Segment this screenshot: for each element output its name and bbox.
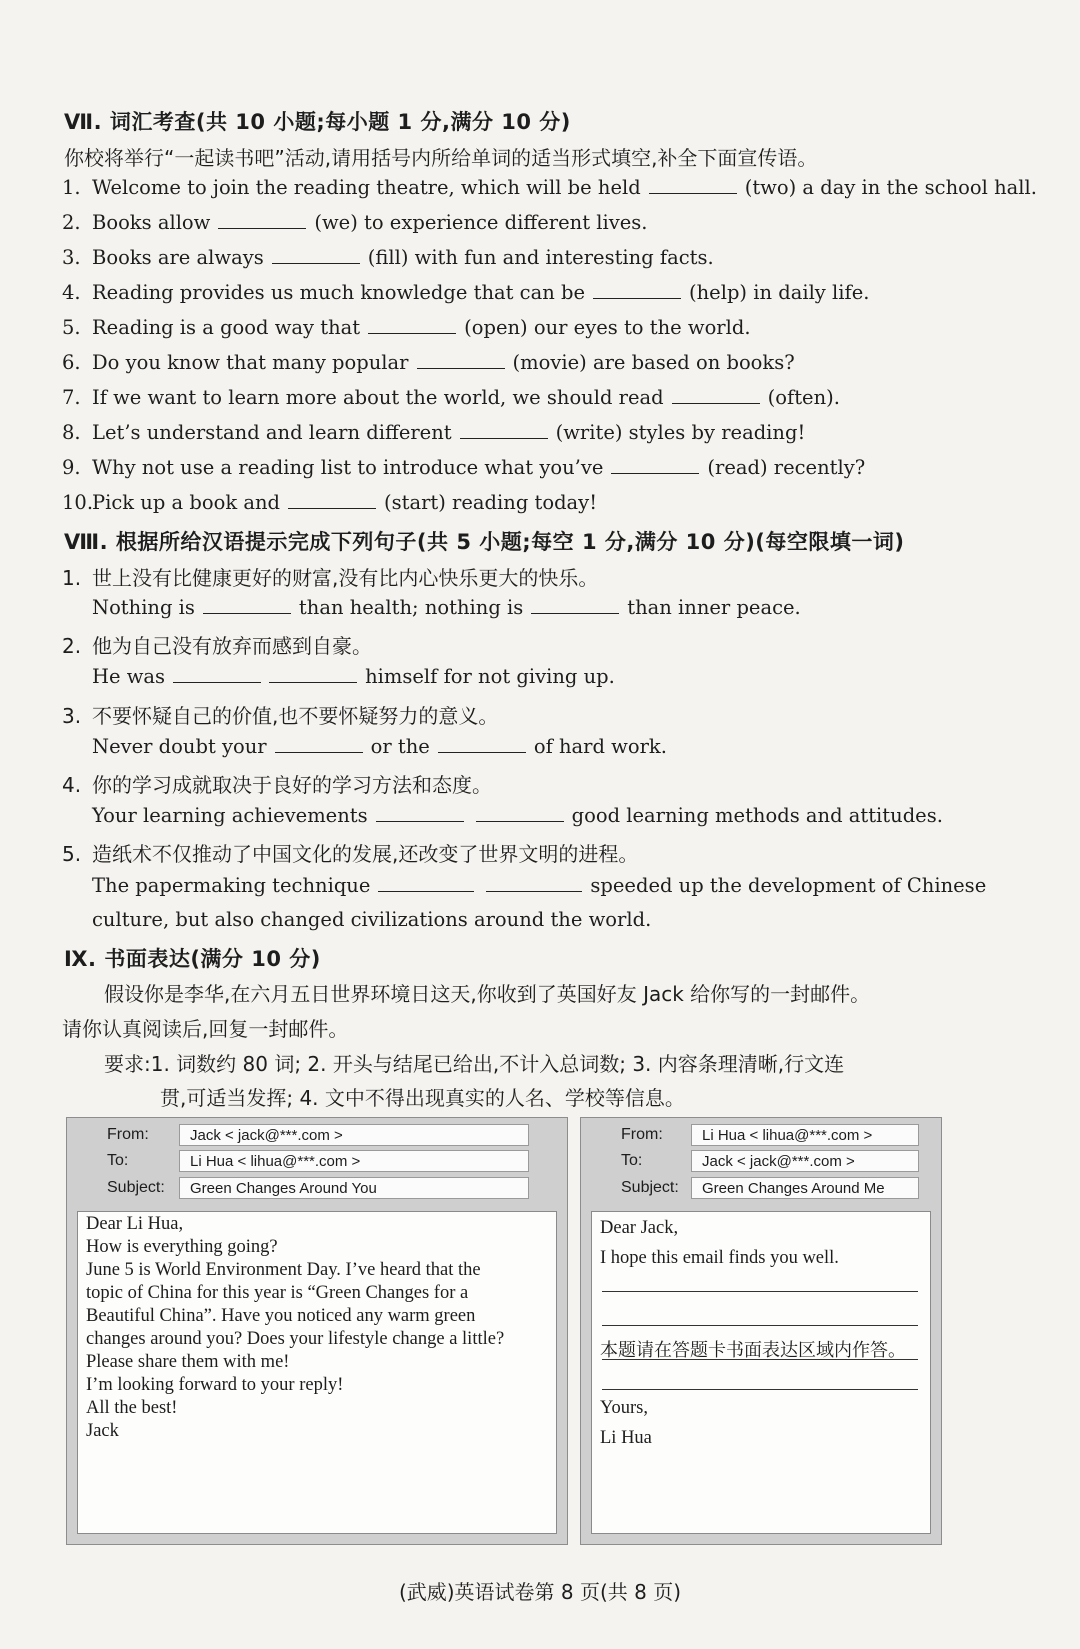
translation-item-4-cn — [62, 769, 492, 798]
from-label: From: — [107, 1126, 149, 1143]
email-from-row — [593, 1124, 931, 1148]
writing-requirements-line2: 贯,可适当发挥; 4. 文中不得出现真实的人名、学校等信息。 — [160, 1086, 685, 1110]
item-number: 4. — [62, 281, 81, 304]
item-text-after: (open) our eyes to the world. — [464, 316, 751, 339]
writing-requirements-line1: 要求:1. 词数约 80 词; 2. 开头与结尾已给出,不计入总词数; 3. 内容条理清晰,行文连 — [104, 1052, 845, 1076]
sentence-part: good learning methods and attitudes. — [571, 804, 943, 827]
answer-blank — [218, 227, 306, 229]
item-text-before: Do you know that many popular — [92, 351, 409, 374]
answer-sheet-note: 本题请在答题卡书面表达区域内作答。 — [600, 1340, 906, 1360]
subject-label: Subject: — [107, 1179, 165, 1196]
item-text-before: Let’s understand and learn different — [92, 421, 452, 444]
item-text-after: (write) styles by reading! — [555, 421, 806, 444]
item-number: 5. — [62, 842, 82, 866]
writing-line — [602, 1358, 918, 1360]
answer-blank — [272, 262, 360, 264]
email-line: Beautiful China”. Have you noticed any warm green — [86, 1306, 476, 1326]
item-text-after: (movie) are based on books? — [512, 351, 795, 374]
email-closing: Yours, — [600, 1398, 648, 1418]
sentence-part: or the — [370, 735, 430, 758]
email-signature: Jack — [86, 1421, 119, 1441]
sentence-part: speeded up the development of Chinese — [590, 874, 987, 897]
answer-blank — [275, 751, 363, 753]
item-number: 3. — [62, 246, 81, 269]
translation-item-1-cn — [62, 562, 598, 591]
from-label: From: — [621, 1126, 663, 1143]
subject-field: Green Changes Around Me — [691, 1177, 919, 1199]
vocab-item-1 — [62, 176, 1037, 199]
translation-item-4-en — [92, 804, 943, 827]
item-number: 10. — [62, 491, 94, 514]
sentence-part: himself for not giving up. — [365, 665, 615, 688]
item-text-before: Reading is a good way that — [92, 316, 361, 339]
sentence-part: Your learning achievements — [92, 804, 368, 827]
item-number: 2. — [62, 634, 82, 658]
translation-item-5-en — [92, 874, 986, 897]
item-number: 6. — [62, 351, 81, 374]
item-text-before: Books allow — [92, 211, 211, 234]
email-from-row — [79, 1124, 557, 1148]
sentence-part: than health; nothing is — [298, 596, 524, 619]
email-line: Dear Li Hua, — [86, 1214, 184, 1234]
item-number: 4. — [62, 773, 82, 797]
email-body — [591, 1211, 931, 1534]
email-subject-row — [79, 1177, 557, 1201]
email-reply — [580, 1117, 942, 1545]
email-line: changes around you? Does your lifestyle change a little? — [86, 1329, 505, 1349]
item-number: 5. — [62, 316, 81, 339]
chinese-prompt: 你的学习成就取决于良好的学习方法和态度。 — [92, 773, 492, 797]
vocab-item-10 — [62, 491, 597, 514]
item-text-before: Books are always — [92, 246, 264, 269]
item-number: 3. — [62, 704, 82, 728]
section9-title: Ⅸ. 书面表达(满分 10 分) — [64, 947, 321, 971]
chinese-prompt: 他为自己没有放弃而感到自豪。 — [92, 634, 372, 658]
translation-item-3-en — [92, 735, 667, 758]
to-field: Li Hua < lihua@***.com > — [179, 1150, 529, 1172]
answer-blank — [672, 402, 760, 404]
subject-label: Subject: — [621, 1179, 679, 1196]
item-text-after: (two) a day in the school hall. — [744, 176, 1037, 199]
item-number: 1. — [62, 176, 81, 199]
vocab-item-7 — [62, 386, 840, 409]
writing-line — [602, 1324, 918, 1326]
item-number: 9. — [62, 456, 81, 479]
email-opening: I hope this email finds you well. — [600, 1248, 839, 1268]
vocab-item-6 — [62, 351, 795, 374]
item-text-before: Pick up a book and — [92, 491, 281, 514]
writing-line — [602, 1290, 918, 1292]
email-line: I’m looking forward to your reply! — [86, 1375, 344, 1395]
to-field: Jack < jack@***.com > — [691, 1150, 919, 1172]
translation-item-5-cn — [62, 838, 638, 867]
writing-line — [602, 1388, 918, 1390]
subject-field: Green Changes Around You — [179, 1177, 529, 1199]
answer-blank — [438, 751, 526, 753]
answer-blank — [378, 890, 474, 892]
item-number: 2. — [62, 211, 81, 234]
answer-blank — [269, 681, 357, 683]
section7-instruction: 你校将举行“一起读书吧”活动,请用括号内所给单词的适当形式填空,补全下面宣传语。 — [64, 146, 818, 170]
email-greeting: Dear Jack, — [600, 1218, 679, 1238]
answer-blank — [417, 367, 505, 369]
vocab-item-8 — [62, 421, 805, 444]
email-subject-row — [593, 1177, 931, 1201]
sentence-part: He was — [92, 665, 166, 688]
item-text-before: If we want to learn more about the world, we should read — [92, 386, 664, 409]
translation-item-1-en — [92, 596, 801, 619]
email-received — [66, 1117, 568, 1545]
page-footer: (武威)英语试卷第 8 页(共 8 页) — [398, 1580, 682, 1604]
item-number: 7. — [62, 386, 81, 409]
writing-prompt-line2: 请你认真阅读后,回复一封邮件。 — [62, 1017, 349, 1041]
item-text-after: (we) to experience different lives. — [314, 211, 648, 234]
answer-blank — [593, 297, 681, 299]
item-number: 8. — [62, 421, 81, 444]
email-line: Please share them with me! — [86, 1352, 290, 1372]
chinese-prompt: 造纸术不仅推动了中国文化的发展,还改变了世界文明的进程。 — [92, 842, 639, 866]
writing-prompt-line1: 假设你是李华,在六月五日世界环境日这天,你收到了英国好友 Jack 给你写的一封邮件。 — [104, 982, 871, 1006]
answer-blank — [476, 820, 564, 822]
sentence-part: Never doubt your — [92, 735, 267, 758]
item-number: 1. — [62, 566, 82, 590]
item-text-before: Why not use a reading list to introduce what you’ve — [92, 456, 604, 479]
item-text-after: (help) in daily life. — [689, 281, 870, 304]
to-label: To: — [107, 1152, 129, 1169]
email-line: How is everything going? — [86, 1237, 278, 1257]
section8-title: Ⅷ. 根据所给汉语提示完成下列句子(共 5 小题;每空 1 分,满分 10 分)(每空限填一词) — [64, 530, 905, 554]
email-body — [77, 1211, 557, 1534]
answer-blank — [203, 612, 291, 614]
answer-blank — [611, 472, 699, 474]
vocab-item-3 — [62, 246, 714, 269]
answer-blank — [486, 890, 582, 892]
from-field: Jack < jack@***.com > — [179, 1124, 529, 1146]
email-line: June 5 is World Environment Day. I’ve heard that the — [86, 1260, 481, 1280]
item-text-before: Welcome to join the reading theatre, which will be held — [92, 176, 641, 199]
sentence-part: Nothing is — [92, 596, 195, 619]
email-line: topic of China for this year is “Green Changes for a — [86, 1283, 469, 1303]
to-label: To: — [621, 1152, 643, 1169]
translation-item-2-en — [92, 665, 615, 688]
vocab-item-9 — [62, 456, 865, 479]
item-text-after: (read) recently? — [707, 456, 866, 479]
translation-item-5-en-cont: culture, but also changed civilizations around the world. — [92, 908, 652, 931]
sentence-part: The papermaking technique — [92, 874, 371, 897]
answer-blank — [288, 507, 376, 509]
section7-title: Ⅶ. 词汇考查(共 10 小题;每小题 1 分,满分 10 分) — [64, 110, 571, 134]
answer-blank — [649, 192, 737, 194]
answer-blank — [173, 681, 261, 683]
chinese-prompt: 世上没有比健康更好的财富,没有比内心快乐更大的快乐。 — [92, 566, 599, 590]
item-text-after: (fill) with fun and interesting facts. — [367, 246, 714, 269]
translation-item-2-cn — [62, 630, 372, 659]
item-text-after: (often). — [767, 386, 840, 409]
vocab-item-2 — [62, 211, 647, 234]
answer-blank — [376, 820, 464, 822]
email-signature: Li Hua — [600, 1428, 652, 1448]
item-text-before: Reading provides us much knowledge that can be — [92, 281, 585, 304]
sentence-part: of hard work. — [533, 735, 667, 758]
translation-item-3-cn — [62, 700, 498, 729]
from-field: Li Hua < lihua@***.com > — [691, 1124, 919, 1146]
answer-blank — [531, 612, 619, 614]
answer-blank — [460, 437, 548, 439]
vocab-item-4 — [62, 281, 869, 304]
email-line: All the best! — [86, 1398, 178, 1418]
vocab-item-5 — [62, 316, 751, 339]
answer-blank — [368, 332, 456, 334]
email-to-row — [79, 1150, 557, 1174]
item-text-after: (start) reading today! — [384, 491, 598, 514]
chinese-prompt: 不要怀疑自己的价值,也不要怀疑努力的意义。 — [92, 704, 499, 728]
email-to-row — [593, 1150, 931, 1174]
sentence-part: than inner peace. — [627, 596, 801, 619]
